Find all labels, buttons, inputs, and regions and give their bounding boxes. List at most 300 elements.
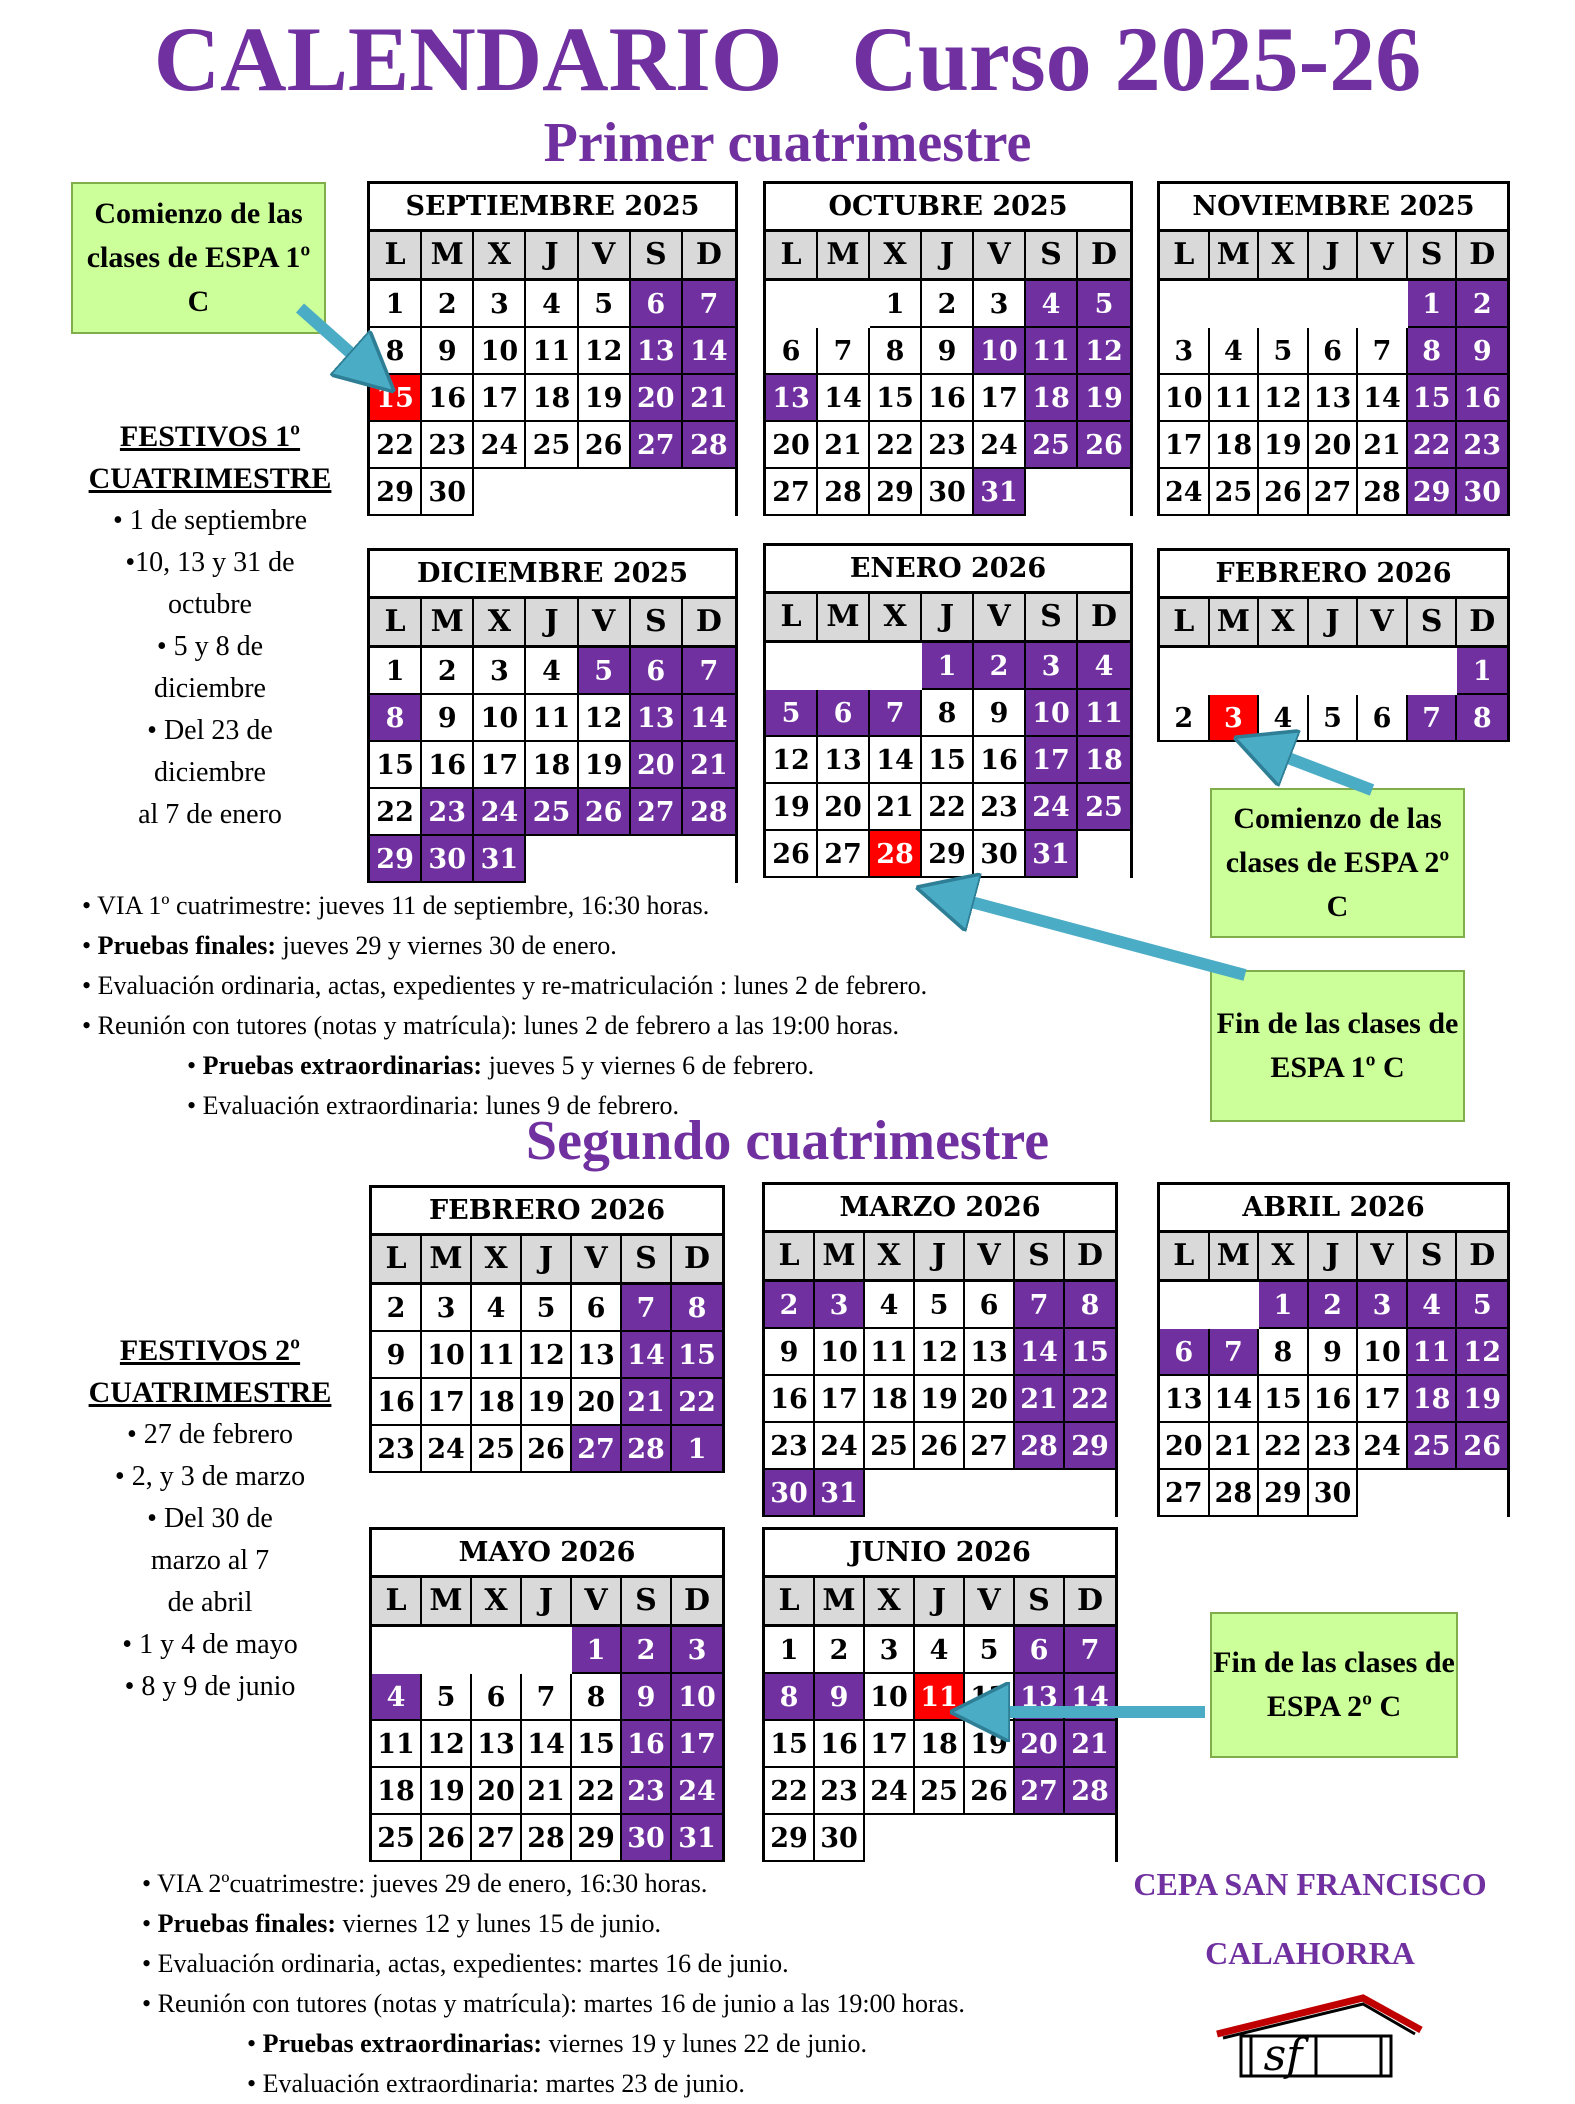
day-cell: 30 <box>922 469 974 516</box>
weekday-header: L <box>372 1578 422 1627</box>
day-cell: 30 <box>815 1815 865 1862</box>
day-cell: 18 <box>526 375 578 422</box>
day-cell: 3 <box>974 281 1026 328</box>
day-cell: 8 <box>1457 695 1507 742</box>
day-cell: 13 <box>965 1329 1015 1376</box>
day-cell: 24 <box>1026 784 1078 831</box>
day-cell: 13 <box>766 375 818 422</box>
day-cell: 24 <box>815 1423 865 1470</box>
day-cell: 4 <box>1078 643 1130 690</box>
day-cell: 28 <box>1065 1768 1115 1815</box>
day-cell: 12 <box>1457 1329 1507 1376</box>
day-cell: 11 <box>1026 328 1078 375</box>
day-cell: 29 <box>765 1815 815 1862</box>
day-cell: 15 <box>1408 375 1458 422</box>
day-cell: 25 <box>915 1768 965 1815</box>
day-cell: 30 <box>622 1815 672 1862</box>
weekday-header: J <box>526 599 578 648</box>
school-logo <box>1215 1990 1425 2080</box>
weekday-header: V <box>1358 1233 1408 1282</box>
month-title: DICIEMBRE 2025 <box>370 551 735 599</box>
weekday-header: S <box>1015 1233 1065 1282</box>
day-cell: 11 <box>1210 375 1260 422</box>
day-cell: 4 <box>372 1674 422 1721</box>
end-espa2-box <box>1210 1612 1458 1758</box>
weekday-header: D <box>1065 1233 1115 1282</box>
weekday-header: V <box>579 599 631 648</box>
day-cell: 6 <box>472 1674 522 1721</box>
day-cell: 17 <box>865 1721 915 1768</box>
holiday-item: al 7 de enero <box>138 799 282 830</box>
day-cell: 30 <box>765 1470 815 1517</box>
notes-second-term <box>142 1864 1222 2104</box>
weekday-header: X <box>1259 1233 1309 1282</box>
weekday-header: M <box>422 1578 472 1627</box>
day-cell: 31 <box>1026 831 1078 878</box>
day-cell: 17 <box>1026 737 1078 784</box>
logo-text: sf <box>1263 2030 1303 2080</box>
day-cell: 7 <box>522 1674 572 1721</box>
day-cell: 18 <box>1078 737 1130 784</box>
day-cell: 19 <box>1259 422 1309 469</box>
day-cell: 10 <box>672 1674 722 1721</box>
weekday-header: L <box>372 1236 422 1285</box>
note-line: • Evaluación extraordinaria: martes 23 de junio. <box>247 2069 745 2098</box>
day-cell: 28 <box>1210 1470 1260 1517</box>
day-cell: 15 <box>1259 1376 1309 1423</box>
day-cell: 2 <box>622 1627 672 1674</box>
day-cell: 30 <box>974 831 1026 878</box>
day-cell: 26 <box>965 1768 1015 1815</box>
weekday-header: V <box>974 594 1026 643</box>
day-cell: 13 <box>1015 1674 1065 1721</box>
day-cell: 21 <box>1210 1423 1260 1470</box>
day-cell: 2 <box>765 1282 815 1329</box>
weekday-header: L <box>765 1233 815 1282</box>
holiday-item: diciembre <box>154 757 266 788</box>
empty-cell <box>1358 281 1408 328</box>
weekday-header: S <box>1408 1233 1458 1282</box>
day-cell: 21 <box>1015 1376 1065 1423</box>
day-cell: 6 <box>1309 328 1359 375</box>
empty-cell <box>766 281 818 328</box>
weekday-header: M <box>422 1236 472 1285</box>
day-cell: 26 <box>579 422 631 469</box>
empty-cell <box>818 281 870 328</box>
day-cell: 16 <box>1309 1376 1359 1423</box>
day-cell: 2 <box>372 1285 422 1332</box>
day-cell: 22 <box>1408 422 1458 469</box>
day-cell: 6 <box>572 1285 622 1332</box>
day-cell: 5 <box>422 1674 472 1721</box>
day-cell: 10 <box>422 1332 472 1379</box>
day-cell: 5 <box>1078 281 1130 328</box>
day-cell: 5 <box>766 690 818 737</box>
day-cell: 13 <box>631 695 683 742</box>
day-cell: 23 <box>765 1423 815 1470</box>
weekday-header: D <box>683 232 735 281</box>
day-cell: 20 <box>965 1376 1015 1423</box>
day-cell: 23 <box>622 1768 672 1815</box>
weekday-header: L <box>370 599 422 648</box>
day-cell: 7 <box>1015 1282 1065 1329</box>
day-cell: 1 <box>1457 648 1507 695</box>
day-cell: 18 <box>372 1768 422 1815</box>
weekday-header: J <box>1309 232 1359 281</box>
note-line: • Reunión con tutores (notas y matrícula): martes 16 de junio a las 19:00 horas. <box>142 1989 965 2018</box>
day-cell: 8 <box>1065 1282 1115 1329</box>
day-cell: 20 <box>472 1768 522 1815</box>
empty-cell <box>1210 281 1260 328</box>
day-cell: 16 <box>974 737 1026 784</box>
weekday-header: M <box>815 1578 865 1627</box>
day-cell: 10 <box>474 695 526 742</box>
calendar-jun-2026 <box>762 1527 1118 1862</box>
day-cell: 17 <box>422 1379 472 1426</box>
weekday-header: V <box>965 1233 1015 1282</box>
day-cell: 15 <box>572 1721 622 1768</box>
day-cell: 12 <box>965 1674 1015 1721</box>
day-cell: 30 <box>422 469 474 516</box>
month-title: MARZO 2026 <box>765 1185 1115 1233</box>
month-title: ABRIL 2026 <box>1160 1185 1507 1233</box>
day-cell: 24 <box>672 1768 722 1815</box>
day-cell: 8 <box>1259 1329 1309 1376</box>
day-cell: 3 <box>672 1627 722 1674</box>
weekday-header: D <box>1457 599 1507 648</box>
day-cell: 22 <box>870 422 922 469</box>
day-cell: 23 <box>372 1426 422 1473</box>
day-cell: 3 <box>1358 1282 1408 1329</box>
end-espa2-text: Fin de las clases de ESPA 2º C <box>1213 1646 1455 1723</box>
start-espa2-text: Comienzo de las clases de ESPA 2º C <box>1225 802 1450 923</box>
month-title: SEPTIEMBRE 2025 <box>370 184 735 232</box>
day-cell: 18 <box>472 1379 522 1426</box>
day-cell: 15 <box>672 1332 722 1379</box>
weekday-header: V <box>572 1578 622 1627</box>
weekday-header: L <box>765 1578 815 1627</box>
day-cell: 30 <box>422 836 474 883</box>
day-cell: 6 <box>766 328 818 375</box>
weekday-header: V <box>1358 599 1408 648</box>
day-cell: 26 <box>915 1423 965 1470</box>
calendar-oct-2025 <box>763 181 1133 516</box>
day-cell: 14 <box>1015 1329 1065 1376</box>
holiday-item: de abril <box>167 1587 253 1618</box>
day-cell: 25 <box>1026 422 1078 469</box>
day-cell: 11 <box>526 695 578 742</box>
weekday-header: J <box>522 1236 572 1285</box>
day-cell: 25 <box>526 422 578 469</box>
day-cell: 7 <box>622 1285 672 1332</box>
day-cell: 13 <box>472 1721 522 1768</box>
day-cell: 20 <box>631 375 683 422</box>
day-cell: 17 <box>1358 1376 1408 1423</box>
day-cell: 18 <box>915 1721 965 1768</box>
day-cell: 11 <box>915 1674 965 1721</box>
day-cell: 3 <box>474 648 526 695</box>
note-line: • Pruebas extraordinarias: jueves 5 y viernes 6 de febrero. <box>187 1051 815 1080</box>
day-cell: 3 <box>815 1282 865 1329</box>
weekday-header: L <box>766 232 818 281</box>
day-cell: 3 <box>865 1627 915 1674</box>
day-cell: 16 <box>922 375 974 422</box>
page-title: CALENDARIO Curso 2025-26 <box>153 8 1422 110</box>
day-cell: 13 <box>631 328 683 375</box>
day-cell: 10 <box>974 328 1026 375</box>
holiday-item: • 27 de febrero <box>126 1419 294 1450</box>
day-cell: 5 <box>915 1282 965 1329</box>
weekday-header: D <box>672 1578 722 1627</box>
start-espa2-box <box>1210 788 1465 938</box>
day-cell: 11 <box>372 1721 422 1768</box>
day-cell: 23 <box>815 1768 865 1815</box>
day-cell: 9 <box>422 328 474 375</box>
day-cell: 14 <box>870 737 922 784</box>
day-cell: 30 <box>1309 1470 1359 1517</box>
day-cell: 14 <box>683 695 735 742</box>
empty-cell <box>1259 281 1309 328</box>
weekday-header: X <box>474 232 526 281</box>
day-cell: 2 <box>1160 695 1210 742</box>
day-cell: 31 <box>474 836 526 883</box>
weekday-header: X <box>865 1233 915 1282</box>
day-cell: 23 <box>1457 422 1507 469</box>
day-cell: 6 <box>818 690 870 737</box>
day-cell: 15 <box>870 375 922 422</box>
weekday-header: D <box>1065 1578 1115 1627</box>
day-cell: 28 <box>1015 1423 1065 1470</box>
day-cell: 15 <box>370 375 422 422</box>
day-cell: 21 <box>870 784 922 831</box>
weekday-header: J <box>526 232 578 281</box>
day-cell: 25 <box>526 789 578 836</box>
day-cell: 3 <box>474 281 526 328</box>
day-cell: 26 <box>422 1815 472 1862</box>
day-cell: 22 <box>572 1768 622 1815</box>
day-cell: 18 <box>1408 1376 1458 1423</box>
day-cell: 1 <box>572 1627 622 1674</box>
day-cell: 22 <box>1259 1423 1309 1470</box>
holidays-second-title-2: CUATRIMESTRE <box>88 1376 332 1409</box>
day-cell: 29 <box>370 836 422 883</box>
day-cell: 2 <box>815 1627 865 1674</box>
day-cell: 6 <box>965 1282 1015 1329</box>
weekday-header: S <box>622 1236 672 1285</box>
day-cell: 5 <box>965 1627 1015 1674</box>
empty-cell <box>1210 1282 1260 1329</box>
empty-cell <box>522 1627 572 1674</box>
day-cell: 7 <box>1065 1627 1115 1674</box>
weekday-header: S <box>1408 599 1458 648</box>
day-cell: 21 <box>683 742 735 789</box>
day-cell: 26 <box>1457 1423 1507 1470</box>
day-cell: 29 <box>922 831 974 878</box>
weekday-header: V <box>1358 232 1408 281</box>
day-cell: 17 <box>974 375 1026 422</box>
day-cell: 27 <box>572 1426 622 1473</box>
note-line: • Evaluación ordinaria, actas, expedientes y re-matriculación : lunes 2 de febrero. <box>82 971 928 1000</box>
weekday-header: J <box>922 232 974 281</box>
day-cell: 10 <box>815 1329 865 1376</box>
weekday-header: M <box>1210 1233 1260 1282</box>
day-cell: 19 <box>579 375 631 422</box>
day-cell: 4 <box>526 648 578 695</box>
empty-cell <box>1408 648 1458 695</box>
day-cell: 8 <box>765 1674 815 1721</box>
note-line: • VIA 1º cuatrimestre: jueves 11 de septiembre, 16:30 horas. <box>82 891 710 920</box>
day-cell: 10 <box>865 1674 915 1721</box>
day-cell: 9 <box>372 1332 422 1379</box>
day-cell: 17 <box>1160 422 1210 469</box>
day-cell: 5 <box>579 648 631 695</box>
day-cell: 16 <box>422 742 474 789</box>
notes-first-term <box>82 886 1202 1126</box>
day-cell: 17 <box>474 742 526 789</box>
holiday-item: • 8 y 9 de junio <box>124 1671 296 1702</box>
day-cell: 27 <box>631 789 683 836</box>
day-cell: 27 <box>1309 469 1359 516</box>
day-cell: 9 <box>765 1329 815 1376</box>
day-cell: 21 <box>622 1379 672 1426</box>
day-cell: 18 <box>1210 422 1260 469</box>
day-cell: 7 <box>870 690 922 737</box>
day-cell: 22 <box>765 1768 815 1815</box>
day-cell: 3 <box>1160 328 1210 375</box>
day-cell: 12 <box>422 1721 472 1768</box>
day-cell: 2 <box>922 281 974 328</box>
day-cell: 18 <box>526 742 578 789</box>
day-cell: 18 <box>1026 375 1078 422</box>
day-cell: 16 <box>622 1721 672 1768</box>
day-cell: 6 <box>1358 695 1408 742</box>
day-cell: 27 <box>766 469 818 516</box>
day-cell: 3 <box>1026 643 1078 690</box>
empty-cell <box>1259 648 1309 695</box>
weekday-header: X <box>474 599 526 648</box>
weekday-header: D <box>1078 232 1130 281</box>
holidays-first-title-1: FESTIVOS 1º <box>119 420 301 453</box>
holiday-item: • Del 30 de <box>147 1503 273 1534</box>
day-cell: 13 <box>572 1332 622 1379</box>
arrow-start-espa2 <box>1262 748 1372 790</box>
month-title: OCTUBRE 2025 <box>766 184 1130 232</box>
day-cell: 13 <box>1309 375 1359 422</box>
day-cell: 10 <box>1160 375 1210 422</box>
day-cell: 7 <box>1210 1329 1260 1376</box>
day-cell: 24 <box>474 789 526 836</box>
day-cell: 17 <box>815 1376 865 1423</box>
day-cell: 7 <box>818 328 870 375</box>
weekday-header: S <box>631 599 683 648</box>
day-cell: 20 <box>1160 1423 1210 1470</box>
day-cell: 5 <box>522 1285 572 1332</box>
day-cell: 25 <box>1210 469 1260 516</box>
day-cell: 29 <box>1408 469 1458 516</box>
calendar-abr-2026 <box>1157 1182 1510 1517</box>
day-cell: 19 <box>965 1721 1015 1768</box>
day-cell: 8 <box>370 695 422 742</box>
day-cell: 23 <box>422 789 474 836</box>
day-cell: 31 <box>672 1815 722 1862</box>
day-cell: 19 <box>766 784 818 831</box>
day-cell: 22 <box>672 1379 722 1426</box>
day-cell: 28 <box>1358 469 1408 516</box>
holiday-item: • 1 y 4 de mayo <box>122 1629 298 1660</box>
day-cell: 21 <box>522 1768 572 1815</box>
first-term-heading: Primer cuatrimestre <box>543 112 1032 174</box>
day-cell: 16 <box>372 1379 422 1426</box>
day-cell: 8 <box>922 690 974 737</box>
weekday-header: X <box>472 1236 522 1285</box>
weekday-header: D <box>1457 1233 1507 1282</box>
day-cell: 22 <box>370 789 422 836</box>
day-cell: 24 <box>1358 1423 1408 1470</box>
weekday-header: L <box>370 232 422 281</box>
day-cell: 9 <box>974 690 1026 737</box>
empty-cell <box>1160 1282 1210 1329</box>
month-title: NOVIEMBRE 2025 <box>1160 184 1507 232</box>
day-cell: 4 <box>915 1627 965 1674</box>
day-cell: 27 <box>472 1815 522 1862</box>
holiday-item: octubre <box>168 589 252 620</box>
day-cell: 16 <box>815 1721 865 1768</box>
day-cell: 11 <box>1078 690 1130 737</box>
empty-cell <box>372 1627 422 1674</box>
weekday-header: J <box>922 594 974 643</box>
weekday-header: M <box>1210 232 1260 281</box>
day-cell: 7 <box>683 281 735 328</box>
day-cell: 11 <box>526 328 578 375</box>
day-cell: 2 <box>422 281 474 328</box>
day-cell: 24 <box>422 1426 472 1473</box>
day-cell: 12 <box>1078 328 1130 375</box>
holiday-item: •10, 13 y 31 de <box>125 547 295 578</box>
month-title: FEBRERO 2026 <box>372 1188 722 1236</box>
day-cell: 19 <box>422 1768 472 1815</box>
weekday-header: X <box>1259 232 1309 281</box>
day-cell: 22 <box>1065 1376 1115 1423</box>
day-cell: 3 <box>422 1285 472 1332</box>
day-cell: 28 <box>622 1426 672 1473</box>
day-cell: 23 <box>922 422 974 469</box>
day-cell: 27 <box>631 422 683 469</box>
day-cell: 2 <box>974 643 1026 690</box>
day-cell: 8 <box>1408 328 1458 375</box>
month-title: ENERO 2026 <box>766 546 1130 594</box>
day-cell: 26 <box>1259 469 1309 516</box>
day-cell: 28 <box>522 1815 572 1862</box>
holidays-first-title-2: CUATRIMESTRE <box>88 462 332 495</box>
day-cell: 24 <box>1160 469 1210 516</box>
weekday-header: V <box>974 232 1026 281</box>
day-cell: 27 <box>1015 1768 1065 1815</box>
weekday-header: X <box>472 1578 522 1627</box>
day-cell: 25 <box>1408 1423 1458 1470</box>
end-espa1-text: Fin de las clases de ESPA 1º C <box>1216 1007 1459 1084</box>
weekday-header: X <box>1259 599 1309 648</box>
day-cell: 9 <box>815 1674 865 1721</box>
day-cell: 15 <box>1065 1329 1115 1376</box>
holiday-item: • 2, y 3 de marzo <box>114 1461 306 1492</box>
end-espa1-box <box>1210 970 1465 1122</box>
weekday-header: D <box>683 599 735 648</box>
day-cell: 25 <box>372 1815 422 1862</box>
weekday-header: V <box>579 232 631 281</box>
day-cell: 6 <box>1015 1627 1065 1674</box>
day-cell: 10 <box>1358 1329 1408 1376</box>
day-cell: 21 <box>1065 1721 1115 1768</box>
